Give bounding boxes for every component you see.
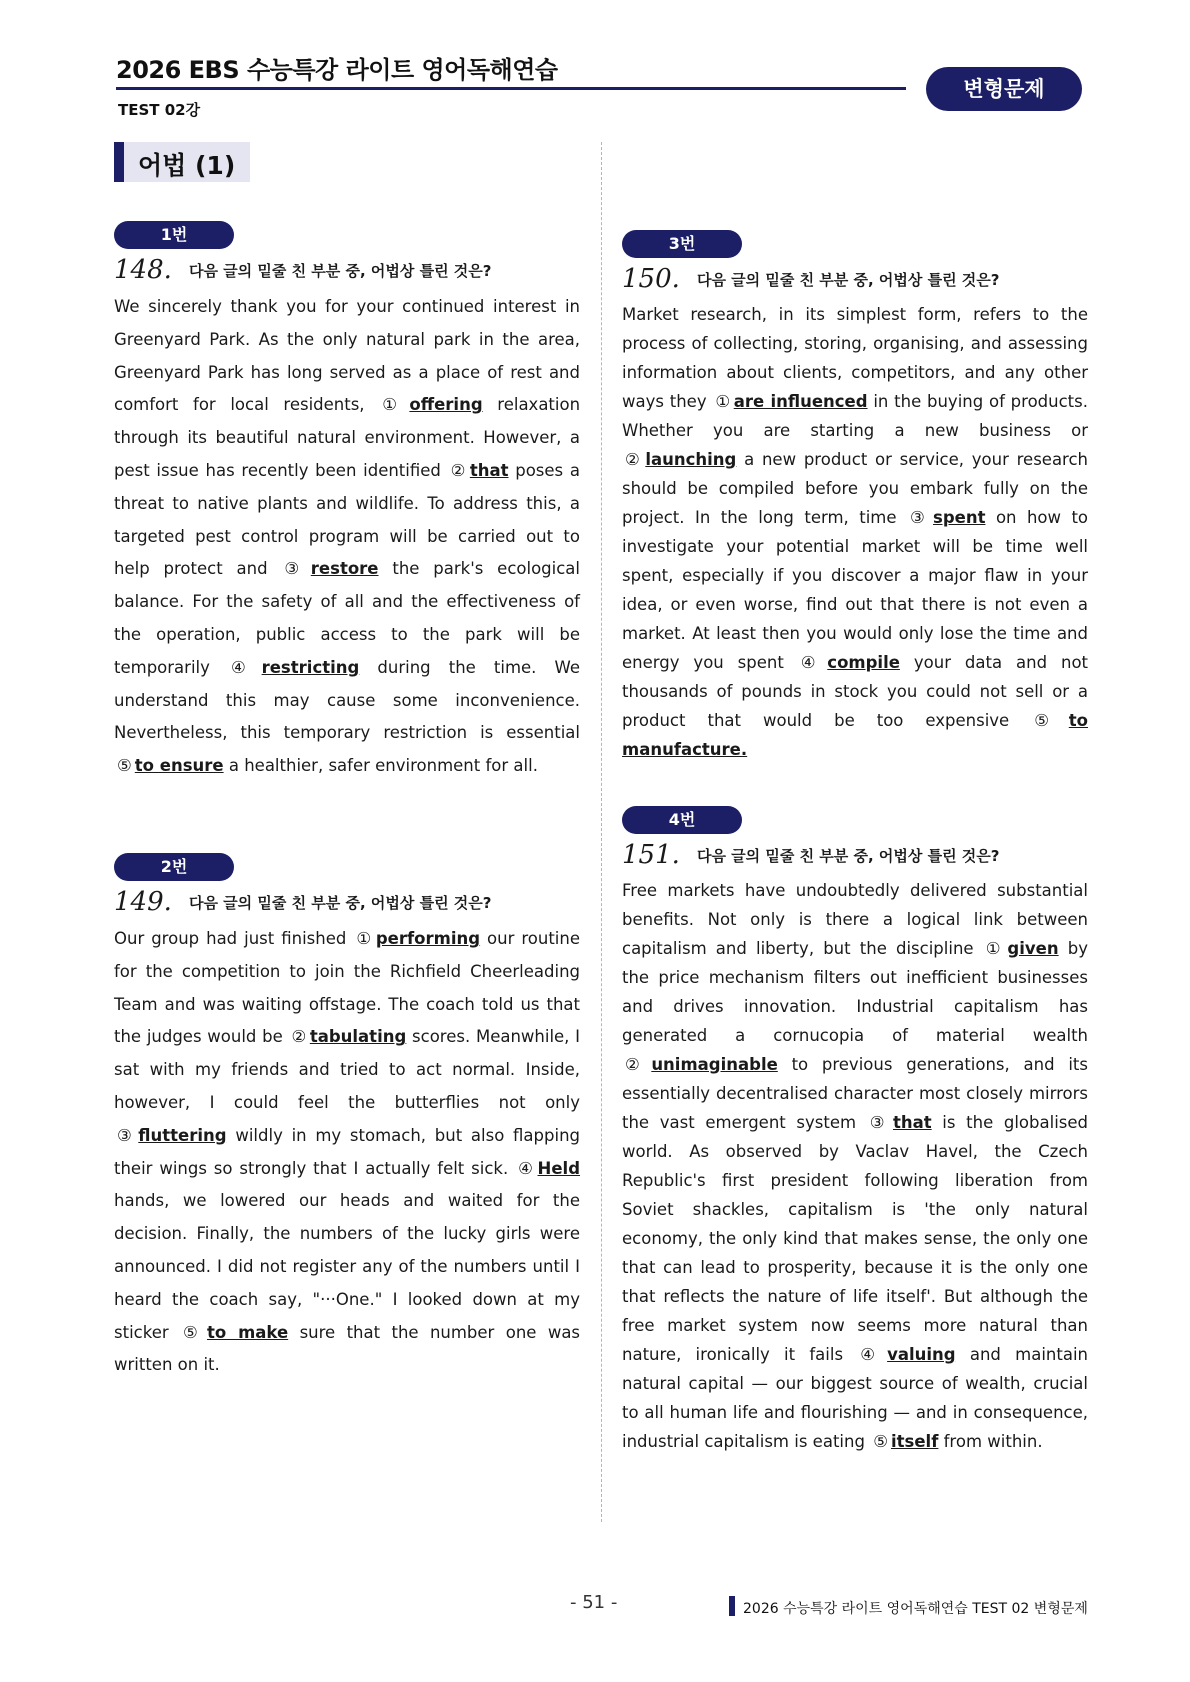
choice-marker-1: ① <box>356 929 373 948</box>
question-header <box>114 887 580 923</box>
choice-marker-3: ③ <box>117 1125 136 1145</box>
page-number: - 51 - <box>570 1592 618 1613</box>
question-prompt: 다음 글의 밑줄 친 부분 중, 어법상 틀린 것은? <box>696 270 1000 289</box>
question-header <box>114 255 580 291</box>
header-subtitle: TEST 02강 <box>118 101 201 119</box>
passage-text: Market research, in its simplest form, refers to the process of collecting, storing, organising, and assessing information about clients, competitors, and any other ways they <box>622 305 1088 411</box>
passage-text: We sincerely thank you for your continued interest in Greenyard Park. As the only natural park in the area, Greenyard Park has long served as a place of rest and comfort for local residents, <box>114 297 580 415</box>
choice-marker-1: ① <box>715 392 731 411</box>
passage <box>622 300 1088 764</box>
underlined-choice-4: Held <box>537 1158 581 1178</box>
underlined-choice-1: given <box>1007 939 1059 958</box>
choice-marker-2: ② <box>625 1055 649 1074</box>
underlined-choice-2: launching <box>645 450 737 469</box>
passage-text: on how to investigate your potential market will be time well spent, especially if you discover a major flaw in your idea, or even worse, find out that there is not even a market. At least then you would only lose the time and energy you spent <box>622 508 1089 672</box>
passage-text: our routine for the competition to join the Richfield Cheerleading Team and was waiting offstage. The coach told us that the judges would be <box>114 929 580 1047</box>
question-tag: 4번 <box>622 806 742 834</box>
choice-marker-2: ② <box>625 450 643 469</box>
underlined-choice-4: compile <box>827 653 900 672</box>
choice-marker-3: ③ <box>869 1113 890 1132</box>
passage <box>114 923 580 1382</box>
passage-text: from within. <box>943 1432 1043 1451</box>
passage-text: sure that the number one was written on it. <box>114 1322 581 1375</box>
underlined-choice-5: to manufacture. <box>622 711 1089 759</box>
question-tag: 2번 <box>114 853 234 881</box>
question-prompt: 다음 글의 밑줄 친 부분 중, 어법상 틀린 것은? <box>188 261 492 280</box>
underlined-choice-5: itself <box>890 1432 939 1451</box>
question-number: 150. <box>622 264 680 294</box>
choice-marker-1: ① <box>382 395 407 415</box>
passage-text: to previous generations, and its essentially decentralised character most closely mirrors the vast emergent system <box>622 1055 1088 1132</box>
passage-text: in the buying of products. Whether you are starting a new business or <box>622 392 1088 440</box>
question-number: 149. <box>114 887 172 917</box>
question-header <box>622 840 1088 876</box>
passage-text: the park's ecological balance. For the safety of all and the effectiveness of the operation, public access to the park will be temporarily <box>114 559 580 677</box>
choice-marker-5: ⑤ <box>873 1432 888 1451</box>
choice-marker-2: ② <box>291 1027 307 1047</box>
passage-text: your data and not thousands of pounds in stock you could not sell or a product that would be too expensive <box>622 653 1089 730</box>
variant-badge: 변형문제 <box>926 67 1082 111</box>
underlined-choice-3: spent <box>933 508 986 527</box>
underlined-choice-4: restricting <box>261 657 360 677</box>
choice-marker-1: ① <box>985 939 1005 958</box>
passage-text: scores. Meanwhile, I sat with my friends and tried to act normal. Inside, however, I could feel the butterflies not only <box>114 1027 581 1112</box>
choice-marker-3: ③ <box>284 559 308 579</box>
passage-text: and maintain natural capital — our biggest source of wealth, crucial to all human life and flourishing — and in consequence, industrial capitalism is eating <box>622 1345 1088 1451</box>
passage-text: Our group had just finished <box>114 929 347 948</box>
underlined-choice-2: that <box>469 460 509 480</box>
underlined-choice-3: restore <box>310 559 379 579</box>
passage <box>114 291 580 783</box>
passage-text: by the price mechanism filters out inefficient businesses and drives innovation. Industrial capitalism has generated a cornucopia of material wealth <box>622 939 1088 1045</box>
choice-marker-4: ④ <box>800 653 825 672</box>
underlined-choice-3: that <box>892 1113 932 1132</box>
underlined-choice-3: fluttering <box>138 1125 227 1145</box>
passage-text: poses a threat to native plants and wildlife. To address this, a targeted pest control program will be carried out to help protect and <box>114 460 580 579</box>
passage-text: Free markets have undoubtedly delivered substantial benefits. Not only is there a logical link between capitalism and liberty, but the discipline <box>622 881 1088 958</box>
underlined-choice-5: to make <box>206 1322 289 1342</box>
underlined-choice-1: offering <box>409 395 483 415</box>
footer-text: 2026 수능특강 라이트 영어독해연습 TEST 02 변형문제 <box>743 1601 1088 1617</box>
underlined-choice-2: tabulating <box>309 1027 407 1047</box>
choice-marker-5: ⑤ <box>117 756 132 776</box>
question-prompt: 다음 글의 밑줄 친 부분 중, 어법상 틀린 것은? <box>188 893 492 912</box>
passage-text: relaxation through its beautiful natural environment. However, a pest issue has recently been identified <box>114 395 581 480</box>
passage-text: a healthier, safer environment for all. <box>228 756 538 776</box>
passage-text: is the globalised world. As observed by Vaclav Havel, the Czech Republic's first president following liberation from Soviet shackles, capitalism is 'the only natural economy, the only kind that makes sense, the only one that can lead to prosperity, because it is the only one that reflects the nature of life itself'. But although the free market system now seems more natural than nature, ironically it fails <box>622 1113 1089 1364</box>
question-header <box>622 264 1088 300</box>
choice-marker-5: ⑤ <box>1034 711 1066 730</box>
question-number: 151. <box>622 840 680 870</box>
question-block-1 <box>114 221 580 783</box>
question-tag: 1번 <box>114 221 234 249</box>
question-block-2 <box>114 853 580 1382</box>
passage <box>622 876 1088 1456</box>
underlined-choice-5: to ensure <box>134 756 224 776</box>
section-bar <box>114 142 124 182</box>
underlined-choice-4: valuing <box>887 1345 956 1364</box>
underlined-choice-1: performing <box>375 929 481 948</box>
header-rule <box>116 87 906 90</box>
column-divider <box>601 142 602 1522</box>
question-number: 148. <box>114 255 172 285</box>
question-block-4 <box>622 806 1088 1456</box>
passage-text: a new product or service, your research should be compiled before you embark fully on the project. In the long term, time <box>622 450 1089 527</box>
choice-marker-4: ④ <box>230 657 259 677</box>
question-block-3 <box>622 230 1088 764</box>
section-title: 어법 (1) <box>138 151 236 180</box>
passage-text: during the time. We understand this may cause some inconvenience. Nevertheless, this temporary restriction is essential <box>114 657 581 743</box>
choice-marker-2: ② <box>450 460 467 480</box>
choice-marker-5: ⑤ <box>183 1322 204 1342</box>
question-tag: 3번 <box>622 230 742 258</box>
passage-text: wildly in my stomach, but also flapping their wings so strongly that I actually felt sick. <box>114 1125 581 1178</box>
question-prompt: 다음 글의 밑줄 친 부분 중, 어법상 틀린 것은? <box>696 846 1000 865</box>
underlined-choice-1: are influenced <box>733 392 868 411</box>
passage-text: hands, we lowered our heads and waited for the decision. Finally, the numbers of the lucky girls were announced. I did not register any of the numbers until I heard the coach say, "···One." I looked down at my sticker <box>114 1191 580 1342</box>
underlined-choice-2: unimaginable <box>651 1055 778 1074</box>
header-title: 2026 EBS 수능특강 라이트 영어독해연습 <box>116 56 558 84</box>
choice-marker-4: ④ <box>860 1345 885 1364</box>
choice-marker-4: ④ <box>518 1158 535 1178</box>
choice-marker-3: ③ <box>909 508 930 527</box>
footer-bar <box>729 1596 735 1616</box>
